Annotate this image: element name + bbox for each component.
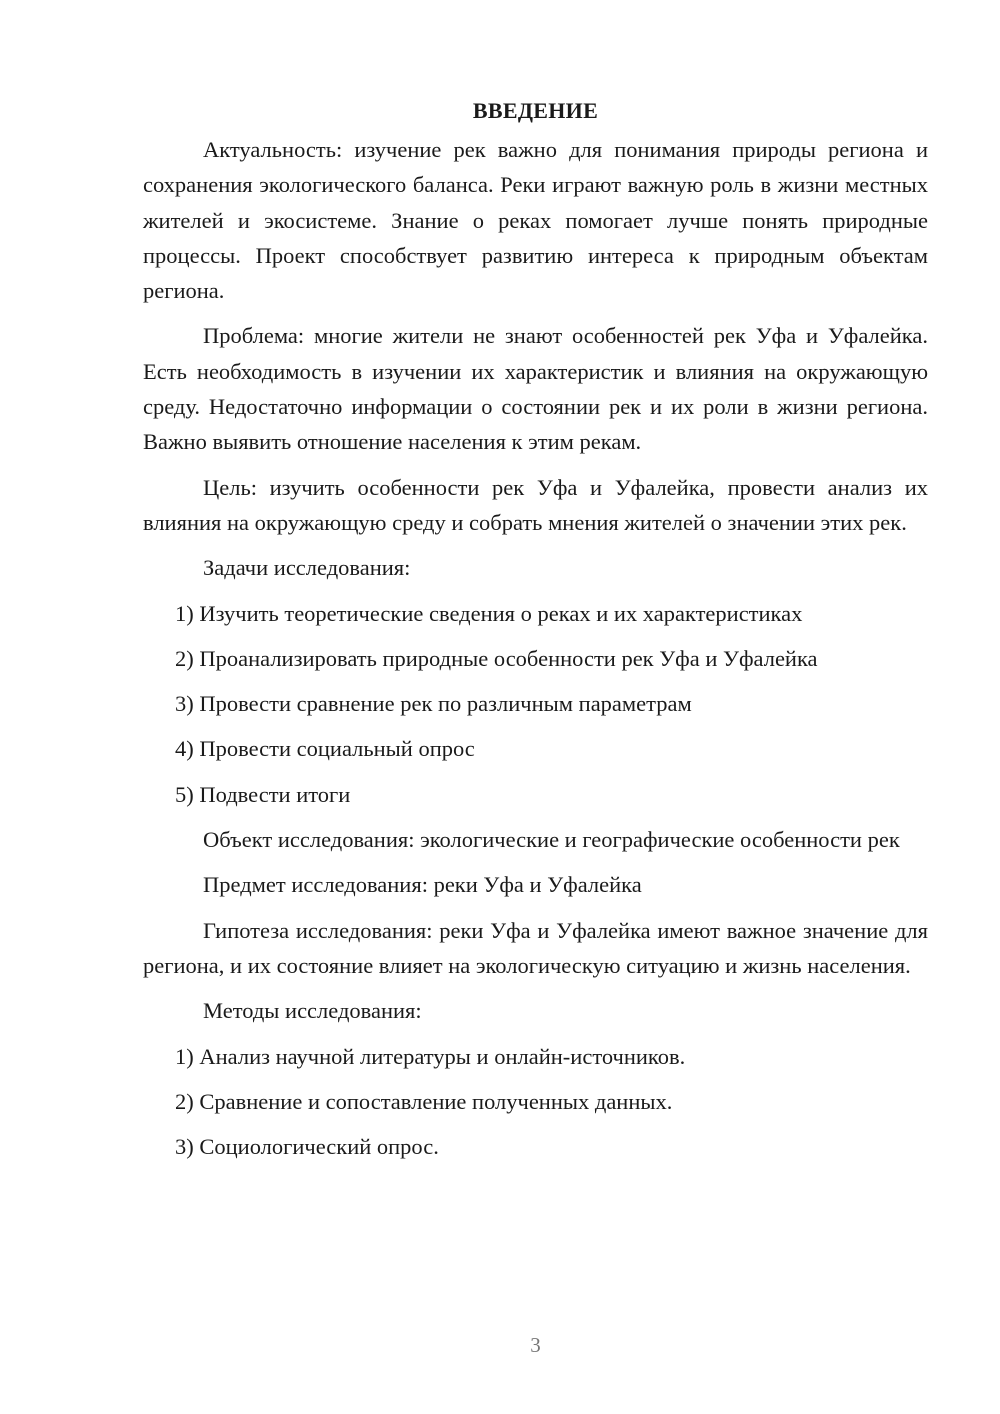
problem-paragraph: Проблема: многие жители не знают особенностей рек Уфа и Уфалейка. Есть необходимость в изучении их характеристик и влияния на окружающую среду. Недостаточно информации о состоянии рек и их роли в жизни региона. Важно выявить отношение населения к этим рекам. xyxy=(143,323,928,455)
page-title: ВВЕДЕНИЕ xyxy=(472,98,599,123)
methods-list xyxy=(143,1039,928,1165)
document-page xyxy=(143,96,928,1174)
methods-heading: Методы исследования: xyxy=(203,998,422,1024)
goal-paragraph: Цель: изучить особенности рек Уфа и Уфалейка, провести анализ их влияния на окружающую среду и собрать мнения жителей о значении этих рек. xyxy=(143,474,928,535)
list-item: 3) Социологический опрос. xyxy=(175,1134,439,1160)
list-item: 1) Изучить теоретические сведения о реках и их характеристиках xyxy=(175,600,803,626)
list-item: 3) Провести сравнение рек по различным параметрам xyxy=(175,691,692,717)
tasks-heading: Задачи исследования: xyxy=(203,555,411,581)
relevance-paragraph: Актуальность: изучение рек важно для понимания природы региона и сохранения экологического баланса. Реки играют важную роль в жизни местных жителей и экосистеме. Знание о реках помогает лучше понять природные процессы. Проект способствует развитию интереса к природным объектам региона. xyxy=(143,137,928,304)
list-item: 4) Провести социальный опрос xyxy=(175,736,475,762)
tasks-list xyxy=(143,596,928,812)
list-item: 2) Сравнение и сопоставление полученных данных. xyxy=(175,1088,673,1114)
page-number: 3 xyxy=(530,1333,541,1357)
list-item: 1) Анализ научной литературы и онлайн-источников. xyxy=(175,1043,686,1069)
subject-paragraph: Предмет исследования: реки Уфа и Уфалейка xyxy=(203,872,642,898)
list-item: 2) Проанализировать природные особенности рек Уфа и Уфалейка xyxy=(175,645,818,671)
list-item: 5) Подвести итоги xyxy=(175,781,351,807)
hypothesis-paragraph: Гипотеза исследования: реки Уфа и Уфалейка имеют важное значение для региона, и их состояние влияет на экологическую ситуацию и жизнь населения. xyxy=(143,917,928,978)
object-paragraph: Объект исследования: экологические и географические особенности рек xyxy=(203,827,900,853)
